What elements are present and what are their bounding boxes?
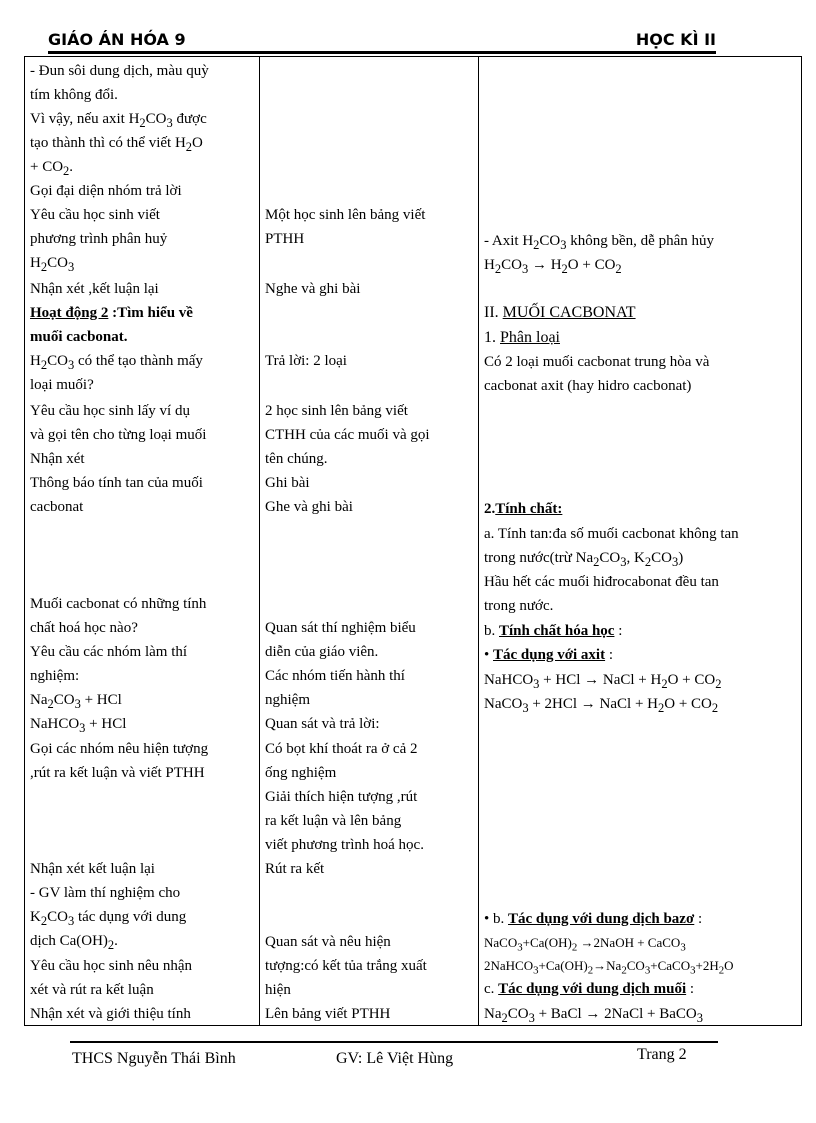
text-line: Gọi đại diện nhóm trả lời — [30, 183, 182, 199]
equation: $Na_2CO_3$ + BaCl → 2NaCl + BaCO$_3$ — [484, 1006, 704, 1023]
text-line: xét và rút ra kết luận — [30, 982, 154, 998]
text-line: ra kết luận và lên bảng — [265, 813, 402, 829]
text-line: loại muối? — [30, 377, 94, 393]
text-line: Quan sát và nêu hiện — [265, 934, 391, 950]
text-line: Vì vậy, nếu axit $H_2CO_3$ được — [30, 111, 207, 130]
text-line: Lên bảng viết PTHH — [265, 1006, 391, 1022]
text-line: cacbonat — [30, 499, 84, 515]
text-line: Nhận xét — [30, 451, 85, 467]
text-line: Yêu cầu học sinh nêu nhận — [30, 958, 193, 974]
text-line: Các nhóm tiến hành thí — [265, 668, 405, 684]
page-header — [48, 30, 716, 52]
subsection-heading: • Tác dụng với axit : — [484, 647, 614, 663]
section-heading: II. MUỐI CACBONAT — [484, 304, 636, 321]
equation: $2NaHCO_3+Ca(OH)_2\to Na_2CO_3+CaCO_3+2H_2O$ — [484, 958, 734, 977]
activity-heading: Hoạt động 2 :Tìm hiểu về — [30, 305, 193, 321]
equation: NaHCO$_3$ + HCl → NaCl + $H_2O + CO_2$ — [484, 672, 722, 691]
text-line: Nhận xét ,kết luận lại — [30, 281, 159, 297]
text-line: nghiệm — [265, 692, 310, 708]
text-line: Một học sinh lên bảng viết — [265, 207, 426, 223]
footer-teacher: GV: Lê Việt Hùng — [336, 1050, 454, 1067]
text-line: tạo thành thì có thể viết $H_2O$ — [30, 135, 203, 154]
text-line: phương trình phân huỷ — [30, 231, 168, 247]
text-line: Nhận xét và giới thiệu tính — [30, 1006, 191, 1022]
lesson-table — [24, 56, 802, 1026]
equation: $NaCO_3+Ca(OH)_2$ →2NaOH + CaCO$_3$ — [484, 935, 686, 954]
text-line: PTHH — [265, 231, 305, 247]
text-line: cacbonat axit (hay hidro cacbonat) — [484, 378, 692, 394]
text-line: Có bọt khí thoát ra ở cả 2 — [265, 741, 418, 757]
equation: $H_2CO_3 \to H_2O + CO_2$ — [484, 257, 622, 276]
text-line: $K_2CO_3$ tác dụng với dung — [30, 909, 187, 928]
text-line: tượng:có kết tủa trắng xuất — [265, 958, 427, 974]
text-line: + $CO_2$. — [30, 159, 74, 178]
text-line: nghiệm: — [30, 668, 80, 684]
text-line: Nghe và ghi bài — [265, 281, 361, 297]
text-line: Yêu cầu học sinh viết — [30, 207, 160, 223]
text-line: và gọi tên cho từng loại muối — [30, 427, 207, 443]
text-line: Quan sát thí nghiệm biểu — [265, 620, 416, 636]
content-column — [479, 57, 802, 1026]
equation: NaCO$_3$ + 2HCl → NaCl + $H_2O + CO_2$ — [484, 696, 719, 715]
table-row — [25, 57, 802, 1026]
text-line: Gọi các nhóm nêu hiện tượng — [30, 741, 209, 757]
header-rule — [48, 51, 716, 54]
text-line: CTHH của các muối và gọi — [265, 427, 430, 443]
footer-rule — [70, 1041, 718, 1043]
text-line: chất hoá học nào? — [30, 620, 138, 636]
text-line: - Đun sôi dung dịch, màu quỳ — [30, 63, 209, 79]
text-line: a. Tính tan:đa số muối cacbonat không tan — [484, 526, 739, 542]
text-line: ,rút ra kết luận và viết PTHH — [30, 765, 205, 781]
text-line: trong nước. — [484, 598, 554, 614]
text-line: 2 học sinh lên bảng viết — [265, 403, 408, 419]
text-line: hiện — [265, 982, 291, 998]
text-line: Yêu cầu các nhóm làm thí — [30, 644, 188, 660]
subsection-heading: c. Tác dụng với dung dịch muối : — [484, 981, 695, 997]
text-line: Hầu hết các muối hiđrocabonat đều tan — [484, 574, 719, 590]
text-line: $H_2CO_3$ — [30, 255, 75, 274]
text-line: $H_2CO_3$ có thể tạo thành mấy — [30, 353, 203, 372]
text-line: Thông báo tính tan của muối — [30, 475, 203, 491]
text-line: Giải thích hiện tượng ,rút — [265, 789, 418, 805]
student-activity-column — [260, 57, 479, 1026]
text-line: Quan sát và trả lời: — [265, 716, 380, 732]
text-line: tím không đổi. — [30, 87, 118, 103]
text-line: dịch $Ca(OH)_2$. — [30, 933, 118, 952]
text-line: diễn của giáo viên. — [265, 644, 379, 660]
header-semester: HỌC KÌ II — [635, 30, 716, 49]
text-line: - GV làm thí nghiệm cho — [30, 885, 181, 901]
text-line: viết phương trình hoá học. — [265, 837, 424, 853]
text-line: tên chúng. — [265, 451, 328, 467]
page-number: Trang 2 — [637, 1046, 687, 1063]
footer-school: THCS Nguyễn Thái Bình — [72, 1050, 236, 1067]
activity-heading: muối cacbonat. — [30, 329, 128, 345]
header-title: GIÁO ÁN HÓA 9 — [48, 30, 186, 49]
text-line: Trả lời: 2 loại — [265, 353, 347, 369]
text-line: ống nghiệm — [265, 765, 337, 781]
text-line: Muối cacbonat có những tính — [30, 596, 207, 612]
text-line: Ghe và ghi bài — [265, 499, 353, 515]
subsection-heading: 1. Phân loại — [484, 329, 560, 346]
bullet-icon: • — [484, 647, 494, 663]
teacher-activity-column — [25, 57, 260, 1026]
text-line: Rút ra kết — [265, 861, 325, 877]
text-line: Ghi bài — [265, 475, 310, 491]
subsection-heading: 2.Tính chất: — [484, 501, 563, 517]
text-line: - Axit $H_2CO_3$ không bền, dễ phân hủy — [484, 233, 714, 252]
text-line: trong nước(trừ $Na_2CO_3$, $K_2CO_3$) — [484, 550, 684, 569]
text-line: Nhận xét kết luận lại — [30, 861, 155, 877]
subsection-heading: b. Tính chất hóa học : — [484, 623, 623, 639]
text-line: NaHCO$_3$ + HCl — [30, 716, 127, 735]
subsection-heading: • b. Tác dụng với dung dịch bazơ : — [484, 911, 703, 927]
text-line: $Na_2CO_3$ + HCl — [30, 692, 122, 711]
text-line: Có 2 loại muối cacbonat trung hòa và — [484, 354, 710, 370]
text-line: Yêu cầu học sinh lấy ví dụ — [30, 403, 190, 419]
